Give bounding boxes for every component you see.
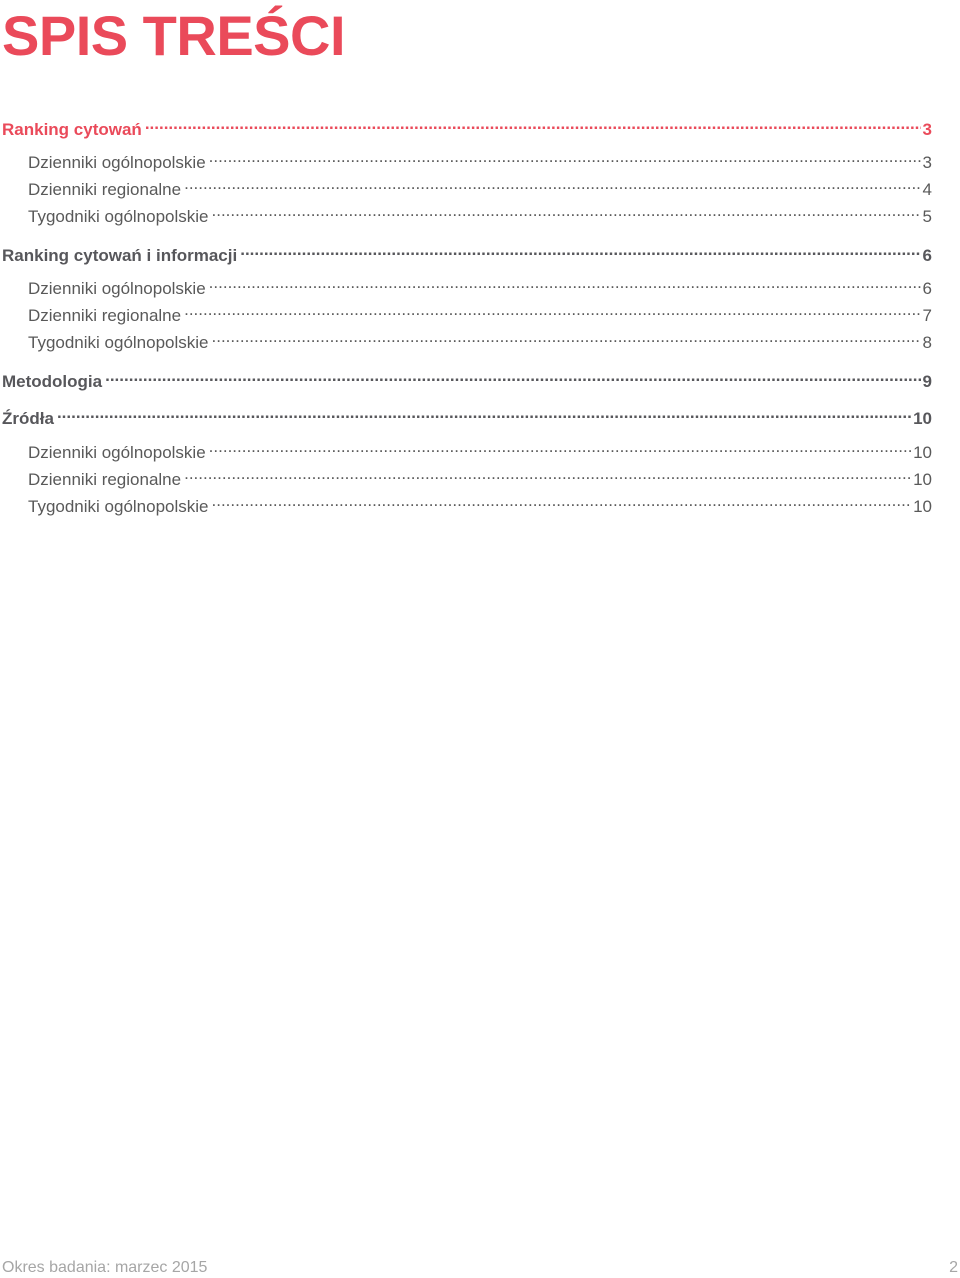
toc-entry-page: 4 bbox=[922, 180, 932, 199]
toc-dot-leader bbox=[212, 205, 921, 222]
toc-entry-label: Dzienniki regionalne bbox=[28, 470, 182, 489]
toc-entry-page: 10 bbox=[913, 470, 932, 489]
page-footer bbox=[2, 1258, 958, 1278]
toc-entry-page: 10 bbox=[913, 497, 932, 516]
toc-dot-leader bbox=[184, 178, 920, 195]
toc-dot-leader bbox=[57, 407, 911, 424]
toc-entry-tygodniki-ogolnopolskie[interactable] bbox=[28, 495, 932, 518]
toc-dot-leader bbox=[212, 495, 912, 512]
toc-entry-label: Źródła bbox=[2, 409, 54, 428]
toc-dot-leader bbox=[145, 118, 921, 135]
toc-entry-metodologia[interactable] bbox=[2, 370, 932, 393]
toc-entry-label: Dzienniki regionalne bbox=[28, 306, 182, 325]
footer-period: Okres badania: marzec 2015 bbox=[2, 1259, 208, 1276]
toc-entry-dzienniki-ogolnopolskie[interactable] bbox=[28, 277, 932, 300]
toc-entry-page: 3 bbox=[922, 120, 932, 139]
toc-entry-label: Metodologia bbox=[2, 372, 103, 391]
page-title: SPIS TREŚCI bbox=[2, 4, 346, 67]
toc-entry-page: 10 bbox=[913, 443, 932, 462]
toc-entry-dzienniki-regionalne[interactable] bbox=[28, 468, 932, 491]
toc-dot-leader bbox=[212, 331, 921, 348]
toc-entry-ranking-cytowan-i-informacji[interactable] bbox=[2, 244, 932, 267]
toc-entry-page: 3 bbox=[922, 153, 932, 172]
toc-entry-label: Dzienniki ogólnopolskie bbox=[28, 153, 206, 172]
toc-entry-label: Ranking cytowań bbox=[2, 120, 142, 139]
toc-entry-label: Dzienniki ogólnopolskie bbox=[28, 443, 206, 462]
toc-entry-dzienniki-ogolnopolskie[interactable] bbox=[28, 441, 932, 464]
toc-entry-page: 5 bbox=[922, 207, 932, 226]
toc-entry-tygodniki-ogolnopolskie[interactable] bbox=[28, 331, 932, 354]
toc-entry-label: Ranking cytowań i informacji bbox=[2, 246, 238, 265]
toc-entry-page: 8 bbox=[922, 333, 932, 352]
toc-entry-page: 7 bbox=[922, 306, 932, 325]
toc-dot-leader bbox=[240, 244, 920, 261]
toc-entry-label: Dzienniki ogólnopolskie bbox=[28, 279, 206, 298]
toc-entry-tygodniki-ogolnopolskie[interactable] bbox=[28, 205, 932, 228]
toc-dot-leader bbox=[209, 441, 911, 458]
toc-entry-page: 6 bbox=[922, 279, 932, 298]
toc-entry-ranking-cytowan[interactable] bbox=[2, 118, 932, 141]
toc-dot-leader bbox=[184, 304, 920, 321]
toc-entry-label: Dzienniki regionalne bbox=[28, 180, 182, 199]
toc-entry-page: 6 bbox=[922, 246, 932, 265]
toc-entry-zrodla[interactable] bbox=[2, 407, 932, 430]
toc-dot-leader bbox=[209, 277, 921, 294]
toc-entry-dzienniki-regionalne[interactable] bbox=[28, 178, 932, 201]
toc-entry-label: Tygodniki ogólnopolskie bbox=[28, 207, 209, 226]
toc-dot-leader bbox=[105, 370, 920, 387]
toc-entry-dzienniki-ogolnopolskie[interactable] bbox=[28, 151, 932, 174]
toc-entry-dzienniki-regionalne[interactable] bbox=[28, 304, 932, 327]
toc-entry-page: 10 bbox=[913, 409, 932, 428]
footer-page-number: 2 bbox=[949, 1259, 958, 1276]
toc-dot-leader bbox=[184, 468, 911, 485]
toc-entry-page: 9 bbox=[922, 372, 932, 391]
toc-entry-label: Tygodniki ogólnopolskie bbox=[28, 333, 209, 352]
toc-entry-label: Tygodniki ogólnopolskie bbox=[28, 497, 209, 516]
toc-dot-leader bbox=[209, 151, 921, 168]
table-of-contents bbox=[0, 0, 960, 560]
